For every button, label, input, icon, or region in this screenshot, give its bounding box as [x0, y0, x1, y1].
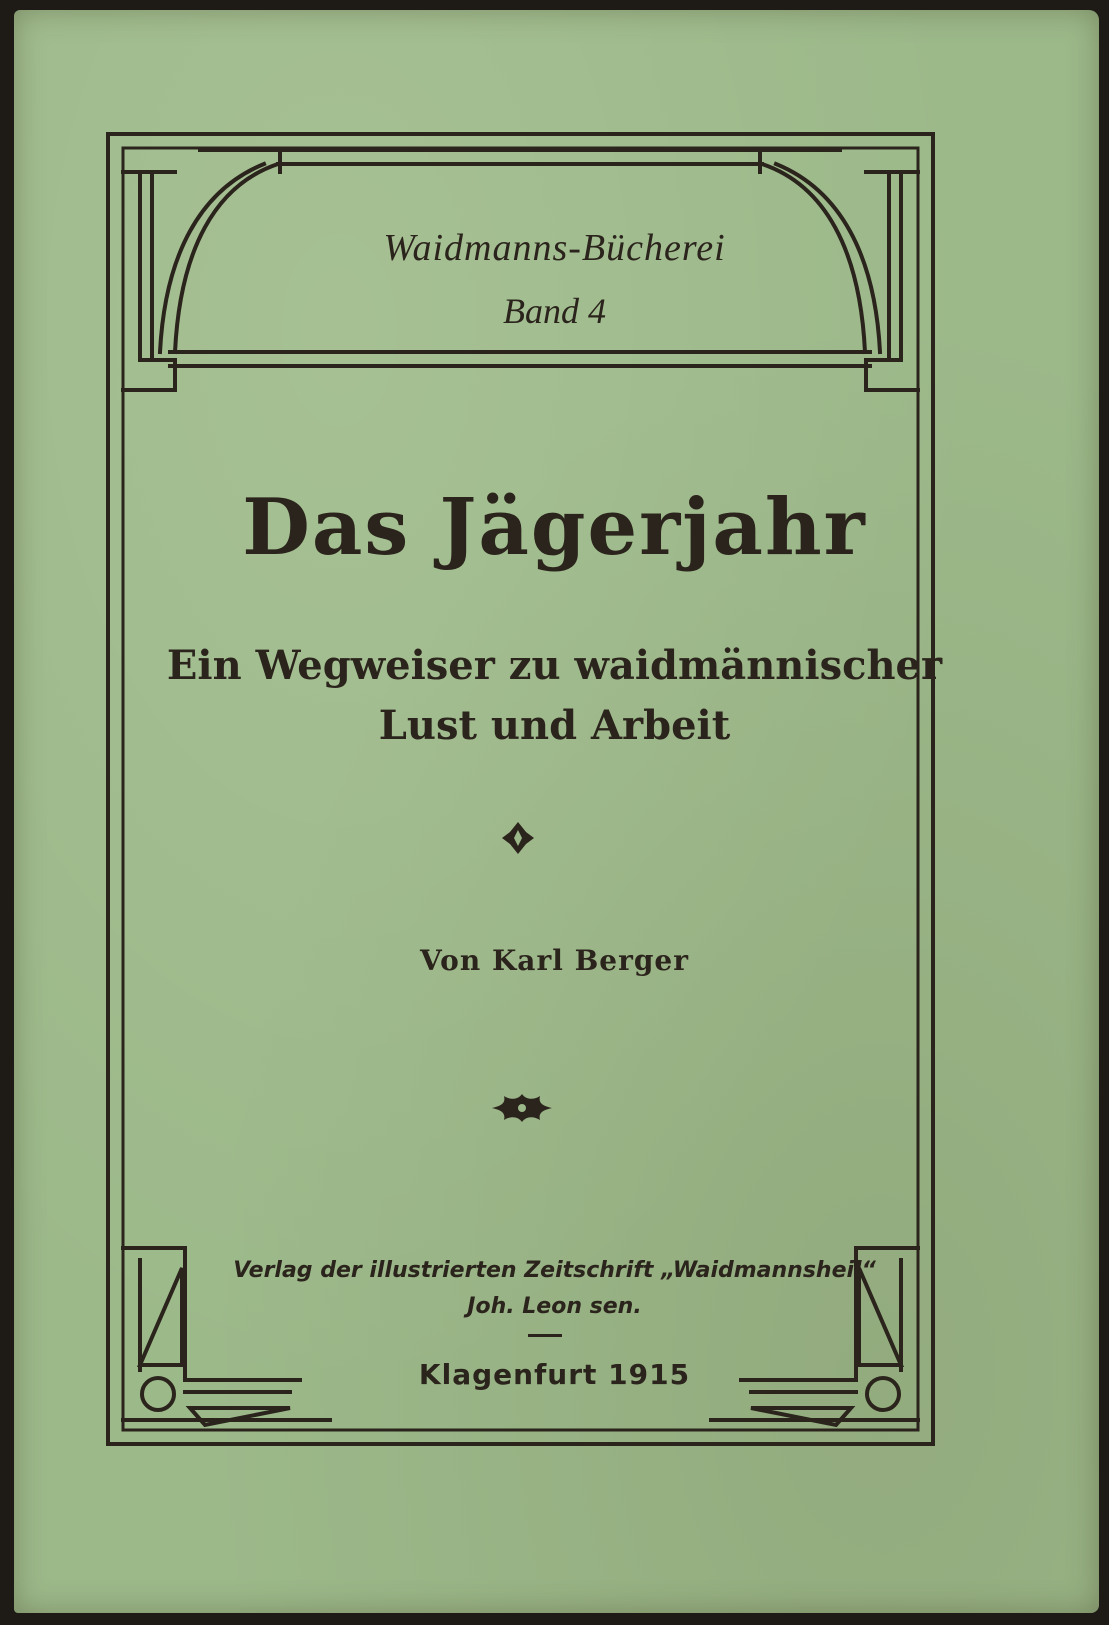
place-and-year: Klagenfurt 1915 [418, 1358, 691, 1391]
book-subtitle [0, 636, 1109, 756]
diamond-leaf-ornament-icon [500, 820, 536, 856]
author-line: Von Karl Berger [420, 944, 689, 977]
publisher-block [0, 1253, 1109, 1325]
series-title: Waidmanns-Bücherei [383, 227, 726, 269]
publisher-line-2: Joh. Leon sen. [467, 1294, 642, 1319]
separator-dash [528, 1334, 562, 1337]
leaf-spray-ornament-icon [490, 1090, 554, 1126]
publisher-line-1: Verlag der illustrierten Zeitschrift „Waidmannsheil“ [233, 1258, 876, 1283]
volume-number: Band 4 [503, 291, 606, 331]
book-title: Das Jägerjahr [242, 482, 867, 573]
subtitle-line-1: Ein Wegweiser zu waidmännischer [166, 642, 943, 689]
subtitle-line-2: Lust und Arbeit [378, 702, 731, 749]
